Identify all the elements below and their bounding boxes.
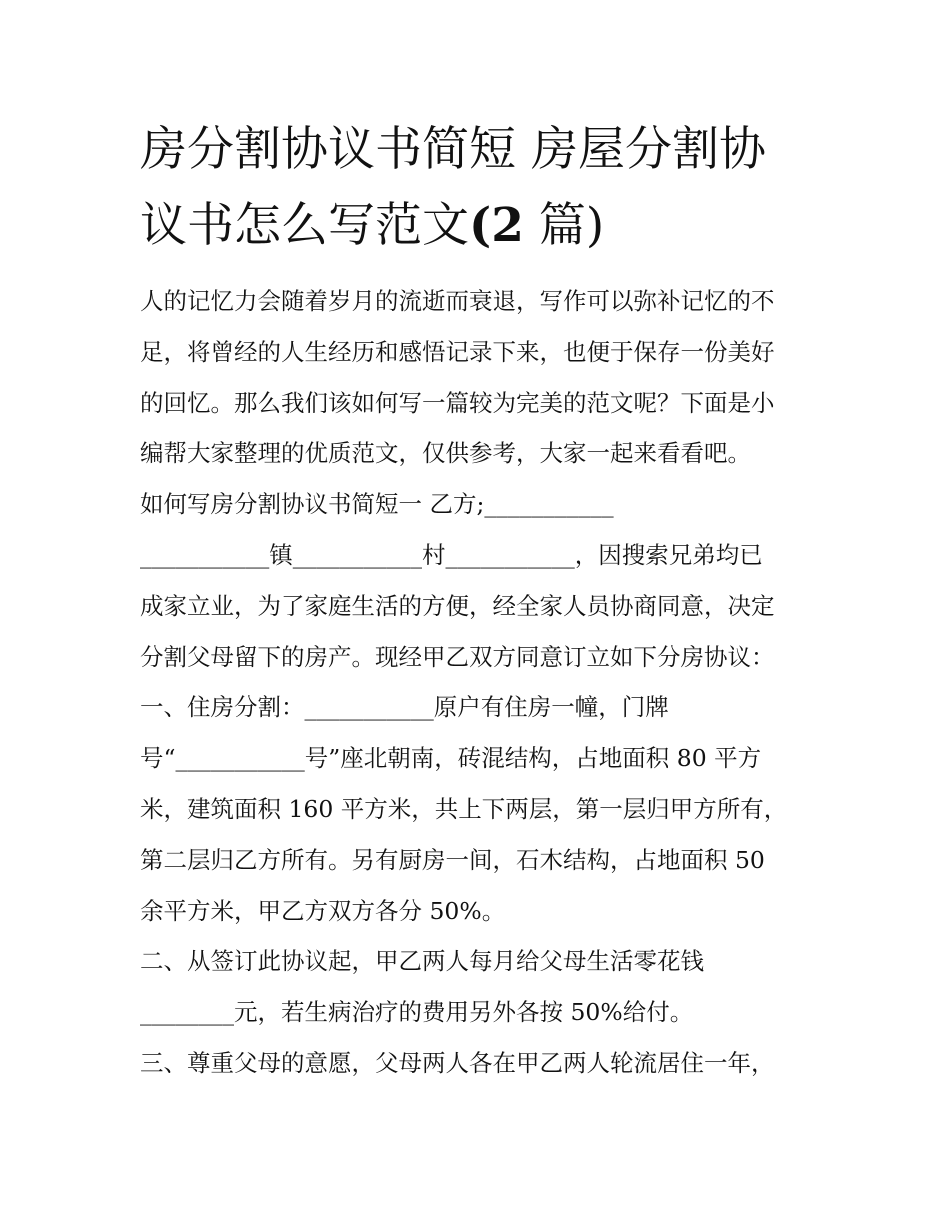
title-count-suffix: 篇) <box>523 198 605 253</box>
body-line: 二、从签订此协议起，甲乙两人每月给父母生活零花钱 <box>140 947 704 976</box>
body-line: 一、住房分割：___________原户有住房一幢，门牌 <box>140 693 669 722</box>
document-title <box>140 112 820 264</box>
body-line: 足，将曾经的人生经历和感悟记录下来，也便于保存一份美好 <box>140 337 775 366</box>
title-count: (2 <box>469 198 524 253</box>
body-line: 米，建筑面积 160 平方米，共上下两层，第一层归甲方所有， <box>140 794 788 823</box>
document-body <box>140 276 830 1089</box>
body-line: 第二层归乙方所有。另有厨房一间，石木结构，占地面积 50 <box>140 845 765 874</box>
body-line: 编帮大家整理的优质范文，仅供参考，大家一起来看看吧。 <box>140 439 751 468</box>
body-line: ________元，若生病治疗的费用另外各按 50%给付。 <box>140 998 694 1027</box>
body-line: ___________镇___________村___________，因搜索兄弟均已 <box>140 540 763 569</box>
body-line: 人的记忆力会随着岁月的流逝而衰退，写作可以弥补记忆的不 <box>140 287 775 315</box>
body-line: 分割父母留下的房产。现经甲乙双方同意订立如下分房协议： <box>140 642 775 671</box>
body-line: 号“___________号”座北朝南，砖混结构，占地面积 80 平方 <box>140 744 762 773</box>
title-line-2 <box>140 188 820 264</box>
body-line: 如何写房分割协议书简短一 乙方;___________ <box>140 490 614 519</box>
body-line: 成家立业，为了家庭生活的方便，经全家人员协商同意，决定 <box>140 591 775 620</box>
body-line: 余平方米，甲乙方双方各分 50%。 <box>140 896 506 925</box>
body-line: 的回忆。那么我们该如何写一篇较为完美的范文呢？下面是小 <box>140 388 775 417</box>
title-line-2-text: 议书怎么写范文 <box>140 198 469 253</box>
body-line: 三、尊重父母的意愿，父母两人各在甲乙两人轮流居住一年， <box>140 1048 775 1077</box>
title-line-1: 房分割协议书简短 房屋分割协 <box>140 122 766 177</box>
